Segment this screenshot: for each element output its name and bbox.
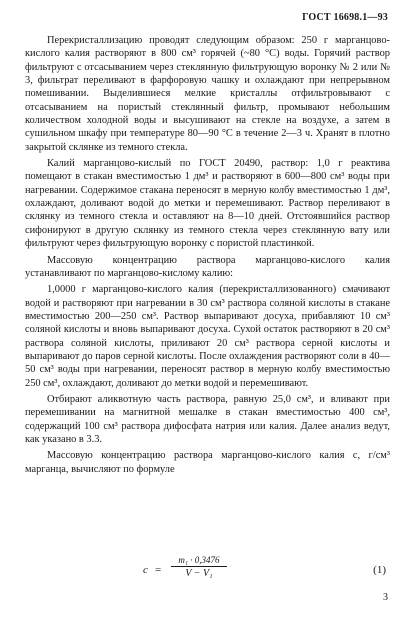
formula-denominator: V − V₁ (185, 568, 213, 579)
formula-row (25, 555, 390, 587)
paragraph-recrystallization: Перекристаллизацию проводят следующим образом: 250 г марганцово-кислого калия растворяют в 800 см³ горячей (~80 °С) воды. Горячий раствор фильтруют с отсасыванием через стеклянную фильтрующую воронку № 2 или № 3, фильтрат переливают в фарфоровую чашку и охлаждают при непрерывном помешивании. Выделившиеся мелкие кристаллы отфильтровывают с отсасыванием на пористый стеклянный фильтр, промывают небольшим количеством холодной воды и высушивают на стекле на воздухе, а затем в сушильном шкафу при температуре 80—90 °С в течение 2—3 ч. Хранят в плотно закрытой склянке из темного стекла. (25, 35, 390, 153)
paragraph-concentration-intro: Массовую концентрацию раствора марганцово-кислого калия устанавливают по марганцово-кислому калию: (25, 254, 390, 279)
page-header-standard: ГОСТ 16698.1—93 (302, 12, 388, 23)
formula-equals: = (155, 564, 162, 576)
formula-fraction (171, 555, 227, 579)
paragraph-formula-intro: Массовую концентрацию раствора марганцово-кислого калия c, г/см³ марганца, вычисляют по формуле (25, 450, 390, 475)
formula-numerator: m₁ · 0,3476 (171, 555, 227, 567)
body-text (25, 34, 390, 476)
paragraph-procedure: 1,0000 г марганцово-кислого калия (перекристаллизованного) смачивают водой и растворяют при нагревании в 30 см³ раствора соляной кислоты в стакане вместимостью 200—250 см³. Раствор выпаривают досуха, прибавляют 10 см³ соляной кислоты и вновь выпаривают досуха. Сухой остаток растворяют в 20 см³ раствора соляной кислоты, приливают 20 см³ раствора серной кислоты и выпаривают до паров серной кислоты. После охлаждения растворяют соли в 40—50 см³ воды при нагревании, переносят раствор в мерную колбу вместимостью 250 см³, охлаждают, доливают до метки водой и перемешивают. (25, 284, 390, 389)
formula-number: (1) (373, 564, 386, 576)
formula-lhs: c (143, 564, 148, 576)
page-number: 3 (383, 592, 388, 603)
paragraph-solution-preparation: Калий марганцово-кислый по ГОСТ 20490, раствор: 1,0 г реактива помещают в стакан вместимостью 1 дм³ и растворяют в 600—800 см³ воды при нагревании. Содержимое стакана переносят в мерную колбу вместимостью 1 дм³, охлаждают, доливают водой до метки и перемешивают. Раствор переливают в склянку из темного стекла и оставляют на 8—10 дней. Отстоявшийся раствор сифонируют в другую склянку из темного стекла через стеклянную вату или фильтруют через фильтрующую воронку с пористой пластинкой. (25, 158, 390, 250)
paragraph-aliquot: Отбирают аликвотную часть раствора, равную 25,0 см³, и вливают при перемешивании на магнитной мешалке в стакан вместимостью 400 см³, содержащий 100 см³ раствора дифосфата натрия или калия. Далее анализ ведут, как указано в 3.3. (25, 393, 390, 445)
